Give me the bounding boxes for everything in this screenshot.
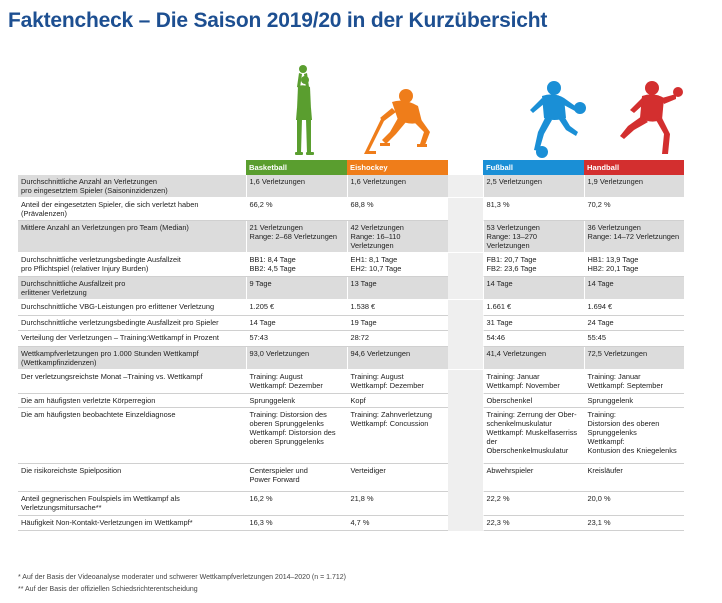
cell-handball: Training: Januar Wettkampf: September bbox=[584, 370, 684, 394]
cell-basketball: 1.205 € bbox=[246, 300, 347, 316]
table-row bbox=[18, 331, 684, 347]
sport-icons bbox=[0, 60, 722, 160]
row-label: Die risikoreichste Spielposition bbox=[18, 464, 246, 492]
column-gap bbox=[448, 394, 483, 408]
cell-handball: 70,2 % bbox=[584, 198, 684, 221]
basketball-player-icon bbox=[286, 65, 322, 157]
cell-fussball: 14 Tage bbox=[483, 277, 584, 300]
cell-eishockey: 94,6 Verletzungen bbox=[347, 347, 448, 370]
column-header-basketball: Basketball bbox=[246, 160, 347, 175]
cell-handball: 14 Tage bbox=[584, 277, 684, 300]
page-title: Faktencheck – Die Saison 2019/20 in der Kurzübersicht bbox=[8, 9, 548, 32]
column-header-fussball: Fußball bbox=[483, 160, 584, 175]
row-label: Die am häufigsten beobachtete Einzeldiagnose bbox=[18, 408, 246, 464]
cell-eishockey: 1,6 Verletzungen bbox=[347, 175, 448, 198]
cell-fussball: Training: Zerrung der Ober- schenkelmuskulatur Wettkampf: Muskelfaserriss der Oberschenkelmuskulatur bbox=[483, 408, 584, 464]
cell-fussball: Abwehrspieler bbox=[483, 464, 584, 492]
table-row bbox=[18, 492, 684, 516]
cell-eishockey: 19 Tage bbox=[347, 316, 448, 331]
cell-eishockey: Kopf bbox=[347, 394, 448, 408]
table-row bbox=[18, 347, 684, 370]
table-row bbox=[18, 394, 684, 408]
cell-eishockey: 1.538 € bbox=[347, 300, 448, 316]
table-row bbox=[18, 198, 684, 221]
cell-handball: 55:45 bbox=[584, 331, 684, 347]
cell-basketball: 57:43 bbox=[246, 331, 347, 347]
column-gap bbox=[448, 331, 483, 347]
cell-basketball: 9 Tage bbox=[246, 277, 347, 300]
row-label: Durchschnittliche Ausfallzeit pro erlittener Verletzung bbox=[18, 277, 246, 300]
table-row bbox=[18, 370, 684, 394]
column-gap bbox=[448, 221, 483, 253]
cell-fussball: 53 Verletzungen Range: 13–270 Verletzungen bbox=[483, 221, 584, 253]
column-gap bbox=[448, 277, 483, 300]
cell-basketball: 1,6 Verletzungen bbox=[246, 175, 347, 198]
table-header-row bbox=[18, 160, 684, 175]
cell-fussball: 41,4 Verletzungen bbox=[483, 347, 584, 370]
cell-handball: 36 Verletzungen Range: 14–72 Verletzungen bbox=[584, 221, 684, 253]
cell-eishockey: 42 Verletzungen Range: 16–110 Verletzungen bbox=[347, 221, 448, 253]
column-gap bbox=[448, 175, 483, 198]
cell-basketball: Sprunggelenk bbox=[246, 394, 347, 408]
cell-eishockey: 68,8 % bbox=[347, 198, 448, 221]
column-gap bbox=[448, 464, 483, 492]
table-row bbox=[18, 175, 684, 198]
footnote-2: ** Auf der Basis der offiziellen Schiedsrichterentscheidung bbox=[18, 586, 198, 593]
cell-basketball: 16,3 % bbox=[246, 516, 347, 531]
row-label: Mittlere Anzahl an Verletzungen pro Team (Median) bbox=[18, 221, 246, 253]
column-gap bbox=[448, 253, 483, 277]
icehockey-player-icon bbox=[362, 88, 442, 158]
table-body bbox=[18, 175, 684, 531]
cell-fussball: FB1: 20,7 Tage FB2: 23,6 Tage bbox=[483, 253, 584, 277]
table-row bbox=[18, 253, 684, 277]
cell-handball: 23,1 % bbox=[584, 516, 684, 531]
cell-handball: 20,0 % bbox=[584, 492, 684, 516]
cell-eishockey: EH1: 8,1 Tage EH2: 10,7 Tage bbox=[347, 253, 448, 277]
cell-basketball: Centerspieler und Power Forward bbox=[246, 464, 347, 492]
cell-basketball: 14 Tage bbox=[246, 316, 347, 331]
column-gap bbox=[448, 370, 483, 394]
table-row bbox=[18, 408, 684, 464]
cell-fussball: 22,2 % bbox=[483, 492, 584, 516]
facts-table bbox=[18, 160, 684, 531]
cell-handball: 72,5 Verletzungen bbox=[584, 347, 684, 370]
table-row bbox=[18, 316, 684, 331]
cell-basketball: Training: Distorsion des oberen Sprunggelenks Wettkampf: Distorsion des oberen Sprunggelenks bbox=[246, 408, 347, 464]
cell-basketball: 16,2 % bbox=[246, 492, 347, 516]
row-label: Häufigkeit Non-Kontakt-Verletzungen im Wettkampf* bbox=[18, 516, 246, 531]
cell-basketball: 93,0 Verletzungen bbox=[246, 347, 347, 370]
header-gap bbox=[448, 160, 483, 175]
cell-handball: 1,9 Verletzungen bbox=[584, 175, 684, 198]
cell-handball: 24 Tage bbox=[584, 316, 684, 331]
row-label: Anteil der eingesetzten Spieler, die sich verletzt haben (Prävalenzen) bbox=[18, 198, 246, 221]
cell-handball: HB1: 13,9 Tage HB2: 20,1 Tage bbox=[584, 253, 684, 277]
table-row bbox=[18, 464, 684, 492]
cell-fussball: 1.661 € bbox=[483, 300, 584, 316]
cell-eishockey: Training: August Wettkampf: Dezember bbox=[347, 370, 448, 394]
column-gap bbox=[448, 408, 483, 464]
row-label: Der verletzungsreichste Monat –Training vs. Wettkampf bbox=[18, 370, 246, 394]
cell-handball: Kreisläufer bbox=[584, 464, 684, 492]
cell-fussball: 81,3 % bbox=[483, 198, 584, 221]
cell-eishockey: Verteidiger bbox=[347, 464, 448, 492]
header-spacer bbox=[18, 160, 246, 175]
column-gap bbox=[448, 516, 483, 531]
cell-basketball: BB1: 8,4 Tage BB2: 4,5 Tage bbox=[246, 253, 347, 277]
cell-basketball: Training: August Wettkampf: Dezember bbox=[246, 370, 347, 394]
row-label: Durchschnittliche verletzungsbedingte Ausfallzeit pro Spieler bbox=[18, 316, 246, 331]
cell-basketball: 21 Verletzungen Range: 2–68 Verletzungen bbox=[246, 221, 347, 253]
cell-eishockey: 28:72 bbox=[347, 331, 448, 347]
column-gap bbox=[448, 492, 483, 516]
table-row bbox=[18, 277, 684, 300]
cell-fussball: Oberschenkel bbox=[483, 394, 584, 408]
column-header-handball: Handball bbox=[584, 160, 684, 175]
cell-fussball: 2,5 Verletzungen bbox=[483, 175, 584, 198]
cell-fussball: 22,3 % bbox=[483, 516, 584, 531]
table-row bbox=[18, 516, 684, 531]
cell-fussball: 54:46 bbox=[483, 331, 584, 347]
cell-eishockey: 21,8 % bbox=[347, 492, 448, 516]
column-gap bbox=[448, 300, 483, 316]
cell-handball: 1.694 € bbox=[584, 300, 684, 316]
column-gap bbox=[448, 347, 483, 370]
cell-basketball: 66,2 % bbox=[246, 198, 347, 221]
column-gap bbox=[448, 316, 483, 331]
footnote-1: * Auf der Basis der Videoanalyse moderater und schwerer Wettkampfverletzungen 2014–2020 (n = 1.712) bbox=[18, 574, 346, 581]
row-label: Durchschnittliche Anzahl an Verletzungen pro eingesetztem Spieler (Saisoninzidenzen) bbox=[18, 175, 246, 198]
row-label: Verteilung der Verletzungen – Training:Wettkampf in Prozent bbox=[18, 331, 246, 347]
cell-eishockey: 4,7 % bbox=[347, 516, 448, 531]
table-row bbox=[18, 221, 684, 253]
row-label: Durchschnittliche VBG-Leistungen pro erlittener Verletzung bbox=[18, 300, 246, 316]
column-header-eishockey: Eishockey bbox=[347, 160, 448, 175]
row-label: Die am häufigsten verletzte Körperregion bbox=[18, 394, 246, 408]
row-label: Wettkampfverletzungen pro 1.000 Stunden Wettkampf (Wettkampfinzidenzen) bbox=[18, 347, 246, 370]
handball-player-icon bbox=[614, 80, 694, 160]
cell-eishockey: 13 Tage bbox=[347, 277, 448, 300]
cell-fussball: Training: Januar Wettkampf: November bbox=[483, 370, 584, 394]
row-label: Anteil gegnerischen Foulspiels im Wettkampf als Verletzungsmitursache** bbox=[18, 492, 246, 516]
cell-eishockey: Training: Zahnverletzung Wettkampf: Concussion bbox=[347, 408, 448, 464]
row-label: Durchschnittliche verletzungsbedingte Ausfallzeit pro Pflichtspiel (relativer Injury Burden) bbox=[18, 253, 246, 277]
table-row bbox=[18, 300, 684, 316]
football-player-icon bbox=[520, 80, 590, 160]
cell-handball: Sprunggelenk bbox=[584, 394, 684, 408]
cell-fussball: 31 Tage bbox=[483, 316, 584, 331]
cell-handball: Training: Distorsion des oberen Sprunggelenks Wettkampf: Kontusion des Kniegelenks bbox=[584, 408, 684, 464]
column-gap bbox=[448, 198, 483, 221]
